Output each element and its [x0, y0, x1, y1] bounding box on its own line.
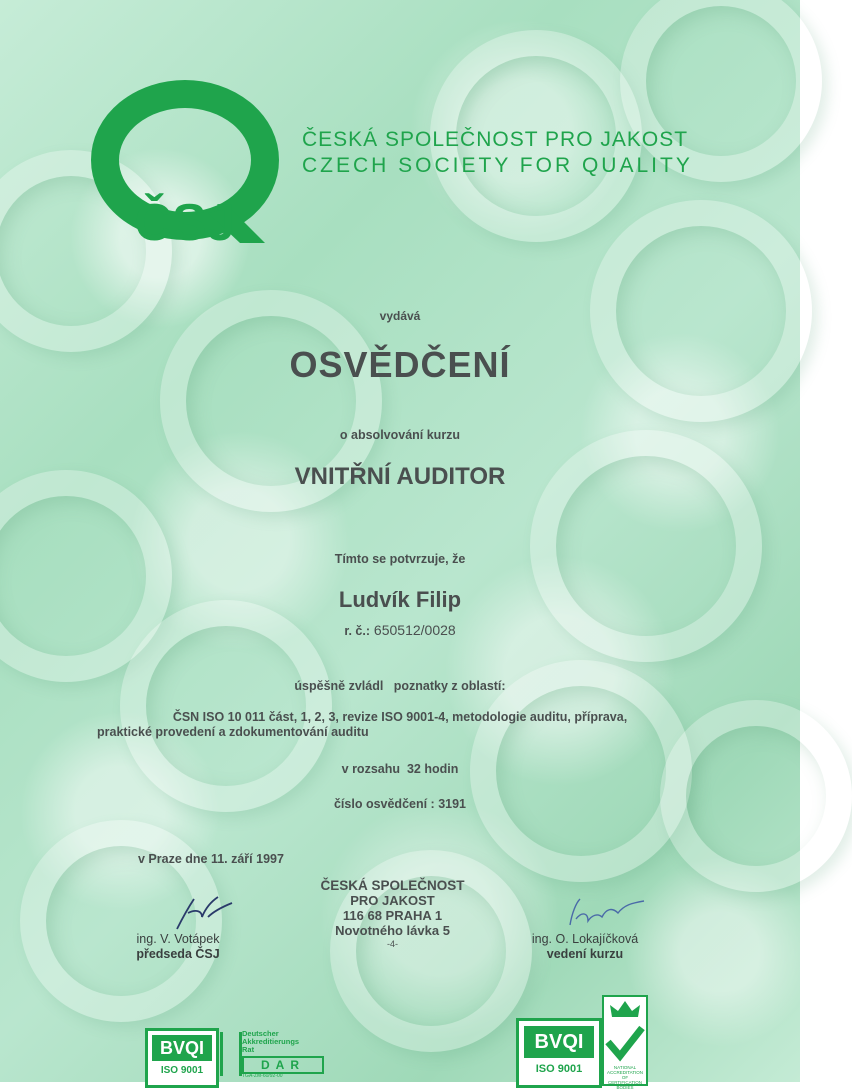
watermark-ring — [660, 700, 852, 892]
place-date: v Praze dne 11. září 1997 — [138, 852, 284, 866]
issues-text: vydává — [379, 309, 421, 323]
certificate-number-value: 3191 — [438, 797, 467, 811]
topics-line-2: praktické provedení a zdokumentování auditu — [97, 725, 369, 739]
right-signatory-role: vedení kurzu — [546, 947, 624, 961]
dar-text — [242, 1030, 299, 1054]
confirm-text: Tímto se potvrzuje, že — [334, 552, 466, 566]
signature-votapek — [172, 893, 242, 933]
signature-lokajickova — [562, 895, 652, 935]
iso-label: ISO 9001 — [160, 1065, 204, 1076]
dar-line-1: Deutscher — [242, 1029, 279, 1038]
nacb-badge — [602, 995, 648, 1090]
right-signatory-name: ing. O. Lokajíčková — [531, 932, 639, 946]
stamp-line-4: Novotného lávka 5 — [335, 923, 450, 938]
holder-id-value: 650512/0028 — [373, 622, 456, 638]
iso-label: ISO 9001 — [535, 1063, 583, 1075]
dar-badge — [216, 1030, 324, 1082]
holder-name: Ludvík Filip — [338, 587, 462, 612]
certificate-number — [0, 797, 800, 811]
holder-id — [0, 622, 800, 638]
scope-value: 32 hodin — [406, 762, 459, 776]
dar-code: TGA-ZM-60/92-00 — [242, 1073, 283, 1079]
certificate-title: OSVĚDČENÍ — [289, 344, 511, 385]
bvqi-label: BVQI — [524, 1026, 594, 1058]
holder-id-label: r. č.: — [344, 624, 371, 638]
stamp-line-5: -4- — [387, 939, 398, 949]
org-name-czech: ČESKÁ SPOLEČNOST PRO JAKOST — [302, 128, 689, 151]
bvqi-label: BVQI — [152, 1035, 212, 1061]
bvqi-badge-right — [516, 1018, 602, 1088]
topics-line-1: ČSN ISO 10 011 část, 1, 2, 3, revize ISO 9001-4, metodologie auditu, příprava, — [172, 710, 628, 724]
dar-line-3: Rat — [242, 1045, 255, 1054]
dar-line-2: Akkreditierungs — [242, 1037, 300, 1046]
left-signatory-role: předseda ČSJ — [136, 947, 220, 961]
crown-icon — [604, 997, 646, 1021]
stamp-line-3: 116 68 PRAHA 1 — [342, 908, 443, 923]
certificate-number-label: číslo osvědčení : — [333, 797, 435, 811]
nacb-text: NATIONAL ACCREDITATION OF CERTIFICATION BODIES — [606, 1065, 644, 1090]
scope-text — [0, 762, 800, 776]
scope-label: v rozsahu — [341, 762, 400, 776]
mastered-text: úspěšně zvládl poznatky z oblastí: — [294, 679, 506, 693]
org-name-english: CZECH SOCIETY FOR QUALITY — [302, 154, 693, 177]
left-signatory-name: ing. V. Votápek — [136, 932, 220, 946]
logo-letters: ČSJ — [134, 194, 236, 252]
dar-logo: DAR — [242, 1056, 324, 1074]
course-name: VNITŘNÍ AUDITOR — [294, 463, 506, 490]
csj-logo — [90, 88, 280, 252]
stamp-line-2: PRO JAKOST — [350, 893, 435, 908]
bvqi-badge-left — [145, 1028, 219, 1088]
about-course-text: o absolvování kurzu — [339, 428, 461, 442]
dar-bars-icon — [220, 1032, 242, 1076]
stamp-line-1: ČESKÁ SPOLEČNOST — [320, 878, 465, 893]
checkmark-icon — [604, 1026, 646, 1060]
